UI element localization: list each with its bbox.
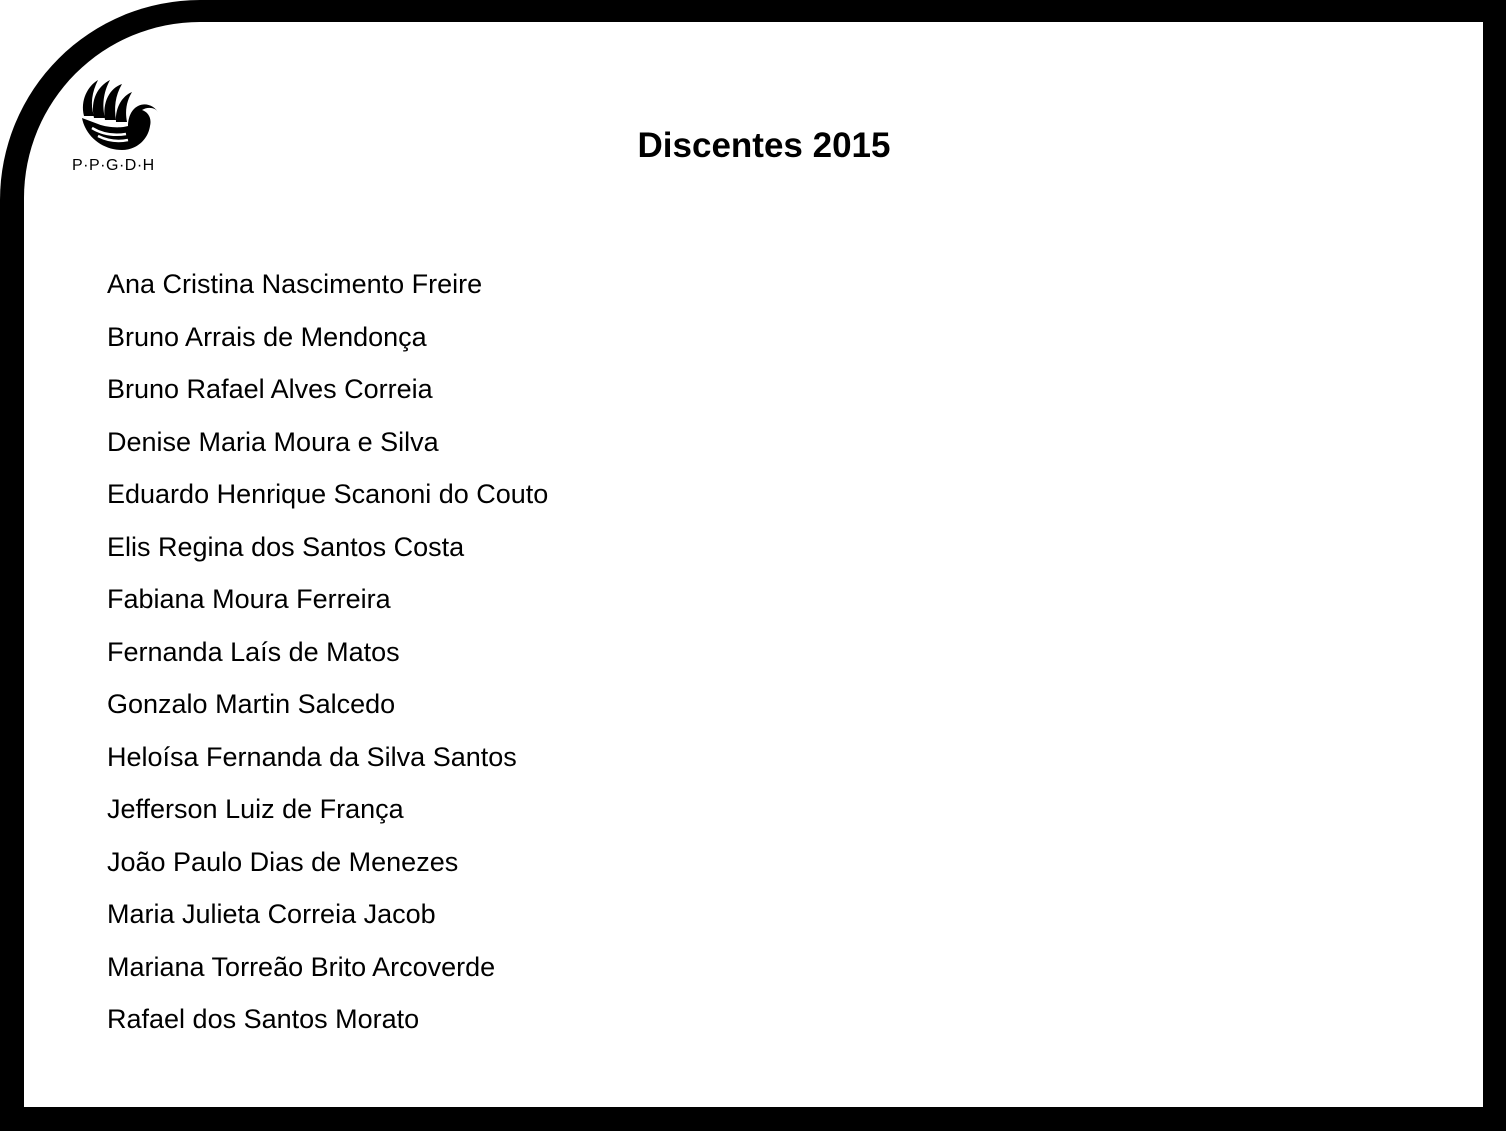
list-item: Heloísa Fernanda da Silva Santos	[107, 741, 517, 772]
list-item: Elis Regina dos Santos Costa	[107, 531, 465, 562]
list-item: Fernanda Laís de Matos	[107, 636, 400, 667]
list-item: Jefferson Luiz de França	[107, 794, 404, 824]
list-item: Maria Julieta Correia Jacob	[107, 899, 436, 929]
list-item: Bruno Rafael Alves Correia	[107, 374, 433, 404]
list-item: Mariana Torreão Brito Arcoverde	[107, 951, 496, 982]
list-item: Rafael dos Santos Morato	[107, 1004, 420, 1034]
logo-text: P·P·G·D·H	[72, 157, 155, 174]
list-item: Eduardo Henrique Scanoni do Couto	[107, 479, 549, 509]
ppgdh-logo	[70, 78, 170, 188]
winged-hand-logo-icon	[78, 78, 158, 158]
list-item: João Paulo Dias de Menezes	[107, 846, 459, 877]
page-title: Discentes 2015	[637, 126, 891, 165]
list-item: Fabiana Moura Ferreira	[107, 584, 391, 614]
list-item: Bruno Arrais de Mendonça	[107, 321, 427, 352]
student-list	[107, 262, 548, 1050]
list-item: Denise Maria Moura e Silva	[107, 426, 439, 457]
list-item: Ana Cristina Nascimento Freire	[107, 269, 483, 299]
list-item: Gonzalo Martin Salcedo	[107, 689, 396, 719]
